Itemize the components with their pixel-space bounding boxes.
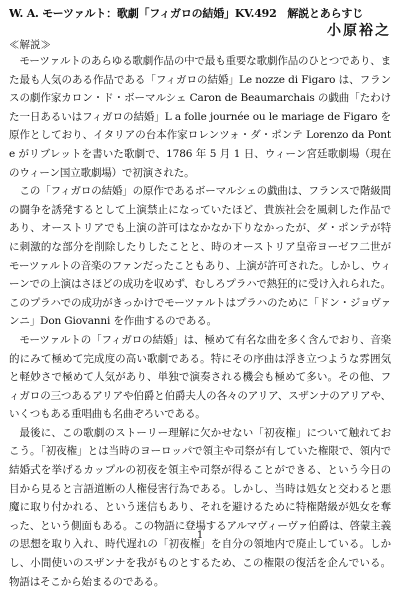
- page-number: 1: [196, 530, 204, 541]
- body-text: [9, 52, 391, 591]
- paragraph: モーツァルトの「フィガロの結婚」は、極めて有名な曲を多く含んでおり、音楽的にみて極めて完成度の高い歌劇である。特にその序曲は浮き立つような雰囲気と軽妙さで極めて人気があり、単独で演奏される機会も極めて多い。その他、フィガロの三つあるアリアや伯爵と伯爵夫人の各々のアリア、スザンナのアリアや、いくつもある重唱曲も名曲ぞろいである。: [9, 333, 391, 421]
- section-heading: ≪解説≫: [9, 39, 51, 51]
- document-title: W. A. モーツァルト：歌劇「フィガロの結婚」KV.492 解説とあらすじ: [9, 7, 363, 20]
- paragraph: 最後に、この歌劇のストーリー理解に欠かせない「初夜権」について触れておこう。「初夜権」とは当時のヨーロッパで領主や司祭が有していた権限で、領内で結婚式を挙げるカップルの初夜を領主や司祭が得ることができる、という今日の目から見ると言語道断の人権侵害行為である。しかし、当時は処女と交わると悪魔に取り付かれる、という迷信もあり、それを避けるために特権階級が処女を奪った、という側面もある。この物語に登場するアルマヴィーヴァ伯爵は、啓蒙主義の思想を取り入れ、時代遅れの「初夜権」を自分の領地内で廃止している。しかし、小間使いのスザンナを我がものとするため、この権限の復活を企んでいる。物語はそこから始まるのである。: [9, 426, 391, 588]
- paragraph: この「フィガロの結婚」の原作であるボーマルシェの戯曲は、フランスで階級間の闘争を誘発するとして上演禁止になっていたほど、貴族社会を風刺した作品であり、オーストリアでも上演の許可はなかなか下りなかったが、ダ・ポンテが特に刺激的な部分を削除したりしたことと、時のオーストリア皇帝ヨーゼフ二世がモーツァルトの音楽のファンだったこともあり、上演が許可された。しかし、ウィーンでの上演はさほどの成功を収めず、むしろプラハで熱狂的に受け入れられた。このプラハでの成功がきっかけでモーツァルトはプラハのために「ドン・ジョヴァンニ」Don Giovanni を作曲するのである。: [9, 185, 391, 328]
- author-name: 小原裕之: [327, 23, 391, 39]
- paragraph: モーツァルトのあらゆる歌劇作品の中で最も重要な歌劇作品のひとつであり、また最も人気のある作品である「フィガロの結婚」Le nozze di Figaro は、フランスの劇作家カロン・ド・ボーマルシェ Caron de Beaumarchais の戯曲「たわけた一日あるいはフィガロの結婚」L a folle journée ou le mariage de Figaro を原作としており、イタリアの台本作家ロレンツォ・ダ・ポンテ Lorenzo da Ponte がリブレットを書いた歌劇で、1786 年 5 月 1 日、ウィーン宮廷歌劇場（現在のウィーン国立歌劇場）で初演された。: [9, 55, 391, 179]
